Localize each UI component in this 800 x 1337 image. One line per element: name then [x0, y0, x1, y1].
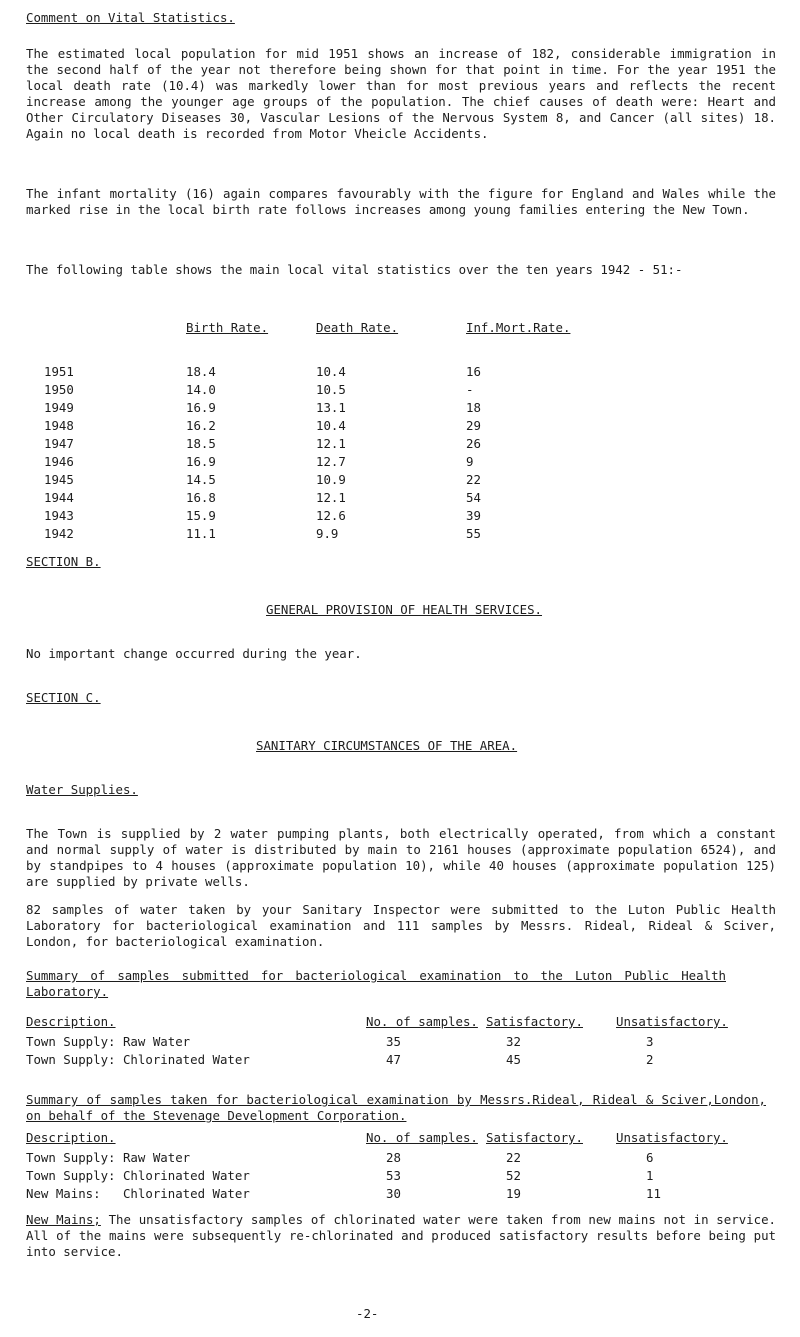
birth-rate-cell: 18.4 [186, 364, 216, 379]
table-row [26, 490, 786, 506]
death-rate-cell: 10.9 [316, 472, 346, 487]
year-cell: 1943 [44, 508, 74, 523]
header-description: Description. [26, 1130, 116, 1145]
infant-mortality-cell: 22 [466, 472, 481, 487]
vital-statistics-paragraph-1: The estimated local population for mid 1951 shows an increase of 182, considerable immigration in the second half of the year not therefore being shown for that point in time. For the year 1951 the local death rate (10.4) was markedly lower than for most previous years and reflects the recent increase among the younger age groups of the population. The chief causes of death were: Heart and Other Circulatory Diseases 30, Vascular Lesions of the Nervous System 8, and Cancer (all sites) 18. Again no local death is recorded from Motor Vheicle Accidents. [26, 46, 776, 141]
infant-mortality-cell: 16 [466, 364, 481, 379]
section-c-title: SANITARY CIRCUMSTANCES OF THE AREA. [256, 738, 518, 753]
infant-mortality-cell: 26 [466, 436, 481, 451]
table-row [26, 382, 786, 398]
birth-rate-cell: 15.9 [186, 508, 216, 523]
new-mains-note [26, 1212, 776, 1260]
luton-summary-title: Summary of samples submitted for bacteriological examination to the Luton Public Health Laboratory. [26, 968, 726, 999]
death-rate-cell: 10.4 [316, 364, 346, 379]
year-cell: 1942 [44, 526, 74, 541]
death-rate-cell: 12.6 [316, 508, 346, 523]
year-cell: 1944 [44, 490, 74, 505]
sample-count-cell: 47 [386, 1052, 401, 1067]
table-row [26, 436, 786, 452]
unsatisfactory-cell: 2 [646, 1052, 654, 1067]
birth-rate-cell: 16.8 [186, 490, 216, 505]
satisfactory-cell: 52 [506, 1168, 521, 1183]
table-row [26, 1052, 786, 1068]
death-rate-cell: 12.1 [316, 436, 346, 451]
sample-count-cell: 53 [386, 1168, 401, 1183]
birth-rate-cell: 14.0 [186, 382, 216, 397]
table-row [26, 418, 786, 434]
table-row [26, 1034, 786, 1050]
death-rate-cell: 12.7 [316, 454, 346, 469]
table-row [26, 508, 786, 524]
description-cell: Town Supply: Chlorinated Water [26, 1052, 250, 1067]
header-satisfactory: Satisfactory. [486, 1130, 583, 1145]
birth-rate-cell: 16.2 [186, 418, 216, 433]
birth-rate-cell: 16.9 [186, 454, 216, 469]
summary-header-row [26, 1014, 786, 1030]
infant-mortality-cell: 9 [466, 454, 474, 469]
unsatisfactory-cell: 1 [646, 1168, 654, 1183]
vital-statistics-paragraph-3: The following table shows the main local vital statistics over the ten years 1942 - 51:- [26, 262, 683, 277]
table-row [26, 1186, 786, 1202]
death-rate-cell: 9.9 [316, 526, 339, 541]
death-rate-cell: 12.1 [316, 490, 346, 505]
birth-rate-cell: 14.5 [186, 472, 216, 487]
death-rate-cell: 10.4 [316, 418, 346, 433]
table-row [26, 454, 786, 470]
year-cell: 1950 [44, 382, 74, 397]
header-birth-rate: Birth Rate. [186, 320, 269, 335]
water-supplies-paragraph-1: The Town is supplied by 2 water pumping plants, both electrically operated, from which a constant and normal supply of water is distributed by main to 2161 houses (approximate population 6524), and by standpipes to 4 houses (approximate population 10), while 40 houses (approximate population 125) are supplied by private wells. [26, 826, 776, 889]
sample-count-cell: 30 [386, 1186, 401, 1201]
table-row [26, 364, 786, 380]
description-cell: Town Supply: Raw Water [26, 1150, 191, 1165]
satisfactory-cell: 45 [506, 1052, 521, 1067]
year-cell: 1946 [44, 454, 74, 469]
birth-rate-cell: 11.1 [186, 526, 216, 541]
death-rate-cell: 13.1 [316, 400, 346, 415]
unsatisfactory-cell: 6 [646, 1150, 654, 1165]
header-satisfactory: Satisfactory. [486, 1014, 583, 1029]
header-unsatisfactory: Unsatisfactory. [616, 1014, 728, 1029]
header-number-of-samples: No. of samples. [366, 1130, 478, 1145]
table-row [26, 1168, 786, 1184]
description-cell: New Mains: Chlorinated Water [26, 1186, 250, 1201]
infant-mortality-cell: 29 [466, 418, 481, 433]
vital-statistics-paragraph-2: The infant mortality (16) again compares favourably with the figure for England and Wales while the marked rise in the local birth rate follows increases among young families entering the New Town. [26, 186, 776, 217]
infant-mortality-cell: 55 [466, 526, 481, 541]
infant-mortality-cell: 39 [466, 508, 481, 523]
table-row [26, 1150, 786, 1166]
satisfactory-cell: 19 [506, 1186, 521, 1201]
water-supplies-heading: Water Supplies. [26, 782, 138, 797]
year-cell: 1948 [44, 418, 74, 433]
table-row [26, 400, 786, 416]
sample-count-cell: 35 [386, 1034, 401, 1049]
infant-mortality-cell: 54 [466, 490, 481, 505]
unsatisfactory-cell: 11 [646, 1186, 661, 1201]
year-cell: 1945 [44, 472, 74, 487]
birth-rate-cell: 16.9 [186, 400, 216, 415]
page-number: -2- [356, 1306, 379, 1321]
year-cell: 1947 [44, 436, 74, 451]
description-cell: Town Supply: Chlorinated Water [26, 1168, 250, 1183]
new-mains-note-label: New Mains; [26, 1212, 101, 1227]
infant-mortality-cell: - [466, 382, 474, 397]
table-row [26, 526, 786, 542]
header-infant-mortality-rate: Inf.Mort.Rate. [466, 320, 571, 335]
satisfactory-cell: 22 [506, 1150, 521, 1165]
death-rate-cell: 10.5 [316, 382, 346, 397]
header-number-of-samples: No. of samples. [366, 1014, 478, 1029]
page-title: Comment on Vital Statistics. [26, 10, 235, 25]
water-supplies-paragraph-2: 82 samples of water taken by your Sanitary Inspector were submitted to the Luton Public Health Laboratory for bacteriological examination and 111 samples by Messrs. Rideal, Rideal & Sciver, London, for bacteriological examination. [26, 902, 776, 949]
section-b-label: SECTION B. [26, 554, 101, 569]
header-unsatisfactory: Unsatisfactory. [616, 1130, 728, 1145]
section-b-title: GENERAL PROVISION OF HEALTH SERVICES. [266, 602, 543, 617]
summary-header-row [26, 1130, 786, 1146]
satisfactory-cell: 32 [506, 1034, 521, 1049]
new-mains-note-text: The unsatisfactory samples of chlorinated water were taken from new mains not in service. All of the mains were subsequently re-chlorinated and produced satisfactory results before being put into service. [26, 1212, 776, 1259]
rideal-summary-title: Summary of samples taken for bacteriological examination by Messrs.Rideal, Rideal & Sciver,London, on behalf of the Stevenage Development Corporation. [26, 1092, 766, 1123]
birth-rate-cell: 18.5 [186, 436, 216, 451]
section-b-text: No important change occurred during the year. [26, 646, 362, 661]
table-row [26, 472, 786, 488]
year-cell: 1949 [44, 400, 74, 415]
section-c-label: SECTION C. [26, 690, 101, 705]
description-cell: Town Supply: Raw Water [26, 1034, 191, 1049]
sample-count-cell: 28 [386, 1150, 401, 1165]
header-description: Description. [26, 1014, 116, 1029]
infant-mortality-cell: 18 [466, 400, 481, 415]
year-cell: 1951 [44, 364, 74, 379]
header-death-rate: Death Rate. [316, 320, 399, 335]
unsatisfactory-cell: 3 [646, 1034, 654, 1049]
